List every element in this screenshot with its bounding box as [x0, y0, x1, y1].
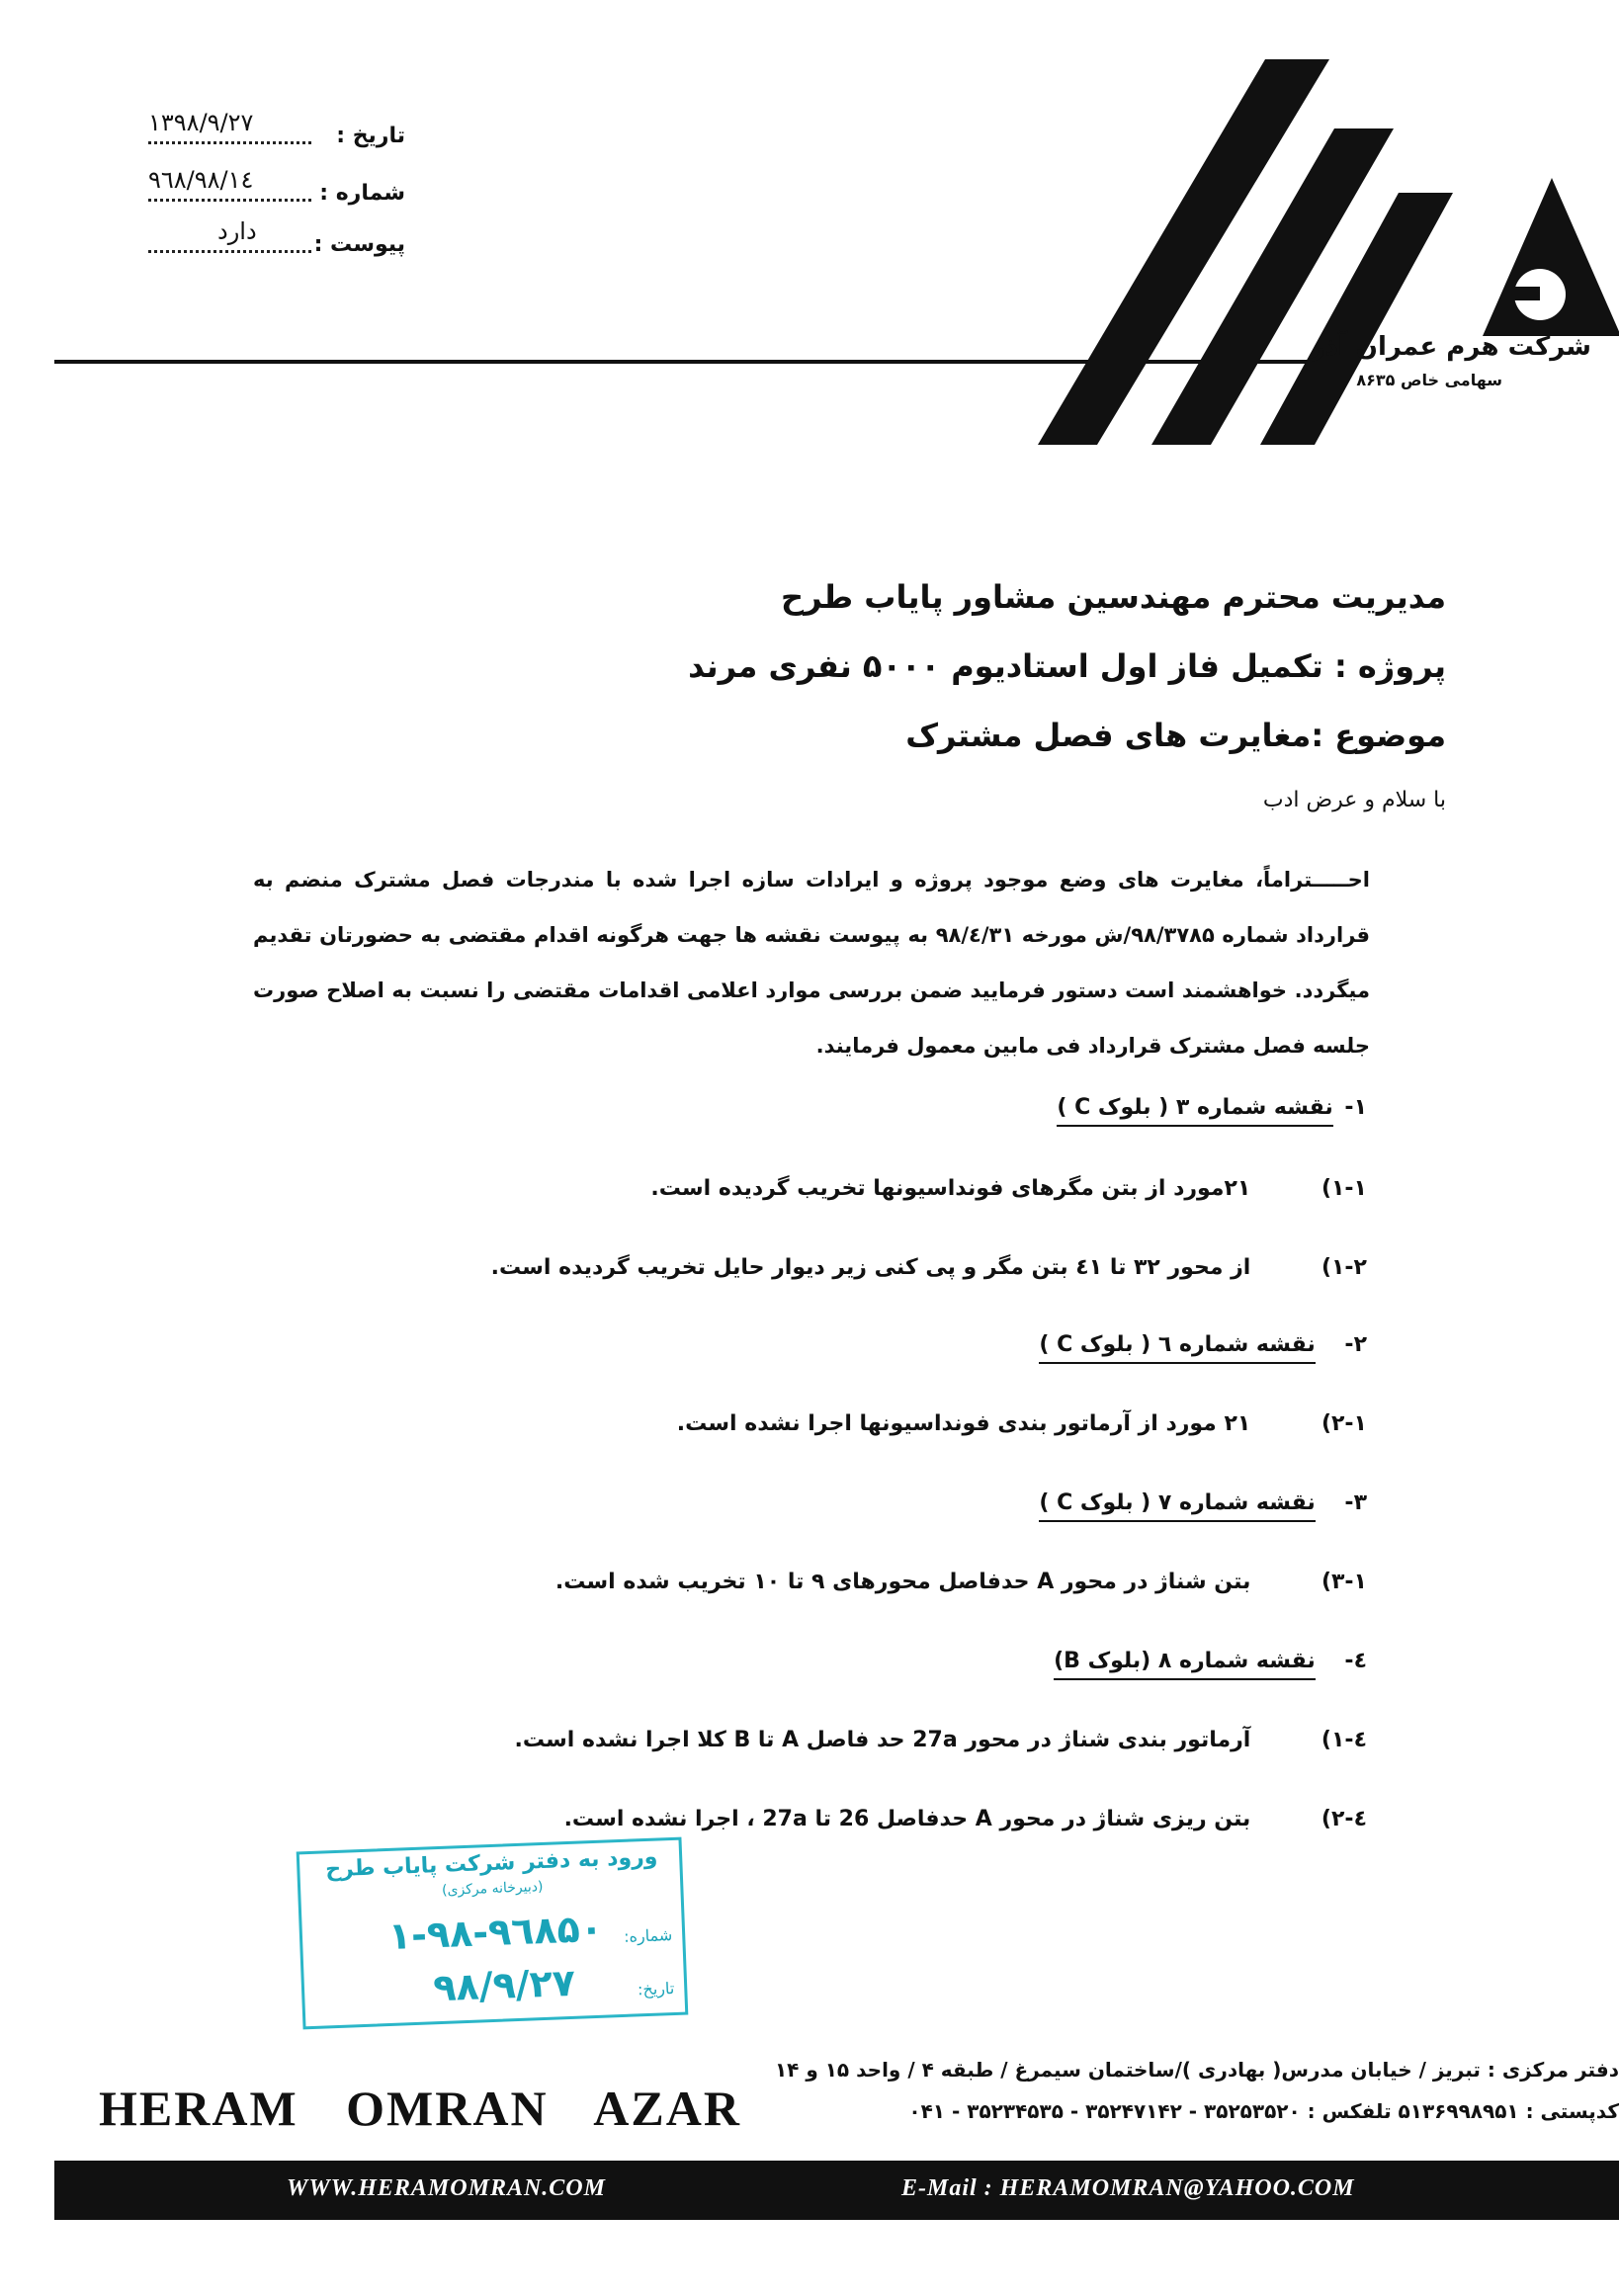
section-title: نقشه شماره ۸ (بلوک B)	[1054, 1649, 1316, 1680]
subject-heading: موضوع :مغایرت های فصل مشترک	[905, 717, 1446, 754]
section-number: ۱-	[1344, 1095, 1367, 1120]
list-item	[677, 1411, 1367, 1436]
section-number: ٤-	[1344, 1649, 1367, 1673]
list-item	[650, 1176, 1367, 1201]
list-item	[491, 1255, 1367, 1280]
attachment-label: پیوست :	[313, 232, 405, 257]
date-value: ۱۳۹۸/۹/۲۷	[148, 109, 254, 136]
section-2-heading	[1039, 1332, 1367, 1357]
item-text: ۲۱ مورد از آرماتور بندی فونداسیونها اجرا نشده است.	[676, 1411, 1251, 1436]
stamp-number-value: ۱-۹۸-۹٦۸۵۰	[387, 1906, 604, 1959]
section-1-heading	[1057, 1095, 1367, 1120]
item-text: بتن ریزی شناژ در محور A حدفاصل 26 تا 27a ، اجرا نشده است.	[563, 1807, 1251, 1831]
stamp-number-label: شماره:	[623, 1925, 673, 1946]
stamp-date-value: ۹۸/۹/۲۷	[432, 1960, 576, 2010]
received-stamp	[297, 1837, 689, 2030]
attachment-dots	[148, 250, 311, 253]
item-number: ۲-۱)	[1321, 1411, 1367, 1436]
stamp-subtitle: (دبیرخانه مرکزی)	[441, 1878, 544, 1899]
section-number: ۲-	[1344, 1332, 1367, 1357]
number-label: شماره :	[319, 181, 405, 206]
body-paragraph: احـــــتراماً، مغایرت های وضع موجود پروژه و ایرادات سازه اجرا شده با مندرجات فصل مشترک منضم به قرارداد شماره ۹۸/۳۷۸۵/ش مورخه ۹۸/٤/۳۱ به پیوست نقشه ها جهت هرگونه اقدام مقتضی به حضورتان تقدیم میگردد. خواهشمند است دستور فرمایید ضمن بررسی موارد اعلامی اقدامات مقتضی را نسبت به اصلاح صورت جلسه فصل مشترک قرارداد فی مابین معمول فرمایند.	[253, 868, 1371, 1058]
item-text: ۲۱مورد از بتن مگرهای فونداسیونها تخریب گردیده است.	[650, 1176, 1251, 1201]
recipient-heading: مدیریت محترم مهندسین مشاور پایاب طرح	[781, 578, 1446, 616]
list-item	[515, 1728, 1368, 1752]
company-logo-icon	[1038, 59, 1619, 455]
item-number: ٤-۱)	[1321, 1728, 1367, 1752]
item-number: ٤-۲)	[1321, 1807, 1367, 1831]
number-value: ۹٦۸/۹۸/۱٤	[148, 166, 254, 194]
item-text: بتن شناژ در محور A حدفاصل محورهای ۹ تا ۱۰ تخریب شده است.	[554, 1570, 1251, 1594]
section-title: نقشه شماره ۳ ( بلوک C )	[1057, 1095, 1332, 1127]
website-link[interactable]: WWW.HERAMOMRAN.COM	[287, 2175, 606, 2201]
number-row	[148, 166, 405, 206]
date-label: تاریخ :	[336, 124, 405, 148]
item-number: ۱-۱)	[1321, 1176, 1367, 1201]
item-number: ۳-۱)	[1321, 1570, 1367, 1594]
brand-wordmark: HERAM OMRAN AZAR	[99, 2081, 741, 2136]
greeting: با سلام و عرض ادب	[1262, 788, 1446, 812]
list-item	[555, 1570, 1367, 1594]
project-heading: پروژه : تکمیل فاز اول استادیوم ۵۰۰۰ نفری مرند	[688, 647, 1446, 685]
email-link[interactable]: E-Mail : HERAMOMRAN@YAHOO.COM	[901, 2175, 1355, 2201]
date-row	[148, 109, 405, 148]
number-dots	[148, 199, 311, 202]
stamp-date-label: تاریخ:	[637, 1978, 675, 1999]
date-dots	[148, 141, 311, 144]
attachment-value: دارد	[217, 217, 257, 245]
section-3-heading	[1039, 1490, 1367, 1515]
list-item	[564, 1807, 1367, 1831]
company-registration: سهامی خاص ۸۶۳۵	[1356, 371, 1502, 389]
section-number: ۳-	[1344, 1490, 1367, 1515]
item-number: ۱-۲)	[1321, 1255, 1367, 1280]
section-title: نقشه شماره ٦ ( بلوک C )	[1039, 1332, 1315, 1364]
section-4-heading	[1054, 1649, 1367, 1673]
item-text: آرماتور بندی شناژ در محور 27a حد فاصل A تا B کلا اجرا نشده است.	[514, 1728, 1251, 1752]
attachment-row	[148, 217, 405, 257]
footer-phones: کدپستی : ۵۱۳۶۹۹۸۹۵۱ تلفکس : ۳۵۲۵۳۵۲۰ - ۳۵۲۴۷۱۴۲ - ۳۵۲۳۴۵۳۵ - ۰۴۱	[908, 2099, 1619, 2123]
stamp-title: ورود به دفتر شرکت پایاب طرح	[324, 1844, 658, 1883]
section-title: نقشه شماره ۷ ( بلوک C )	[1039, 1490, 1315, 1522]
company-name: شرکت هرم عمران آذر	[1310, 332, 1591, 362]
footer-address: دفتر مرکزی : تبریز / خیابان مدرس( بهادری )/ساختمان سیمرغ / طبقه ۴ / واحد ۱۵ و ۱۴	[774, 2058, 1619, 2082]
item-text: از محور ۳۲ تا ٤۱ بتن مگر و پی کنی زیر دیوار حایل تخریب گردیده است.	[490, 1255, 1251, 1280]
